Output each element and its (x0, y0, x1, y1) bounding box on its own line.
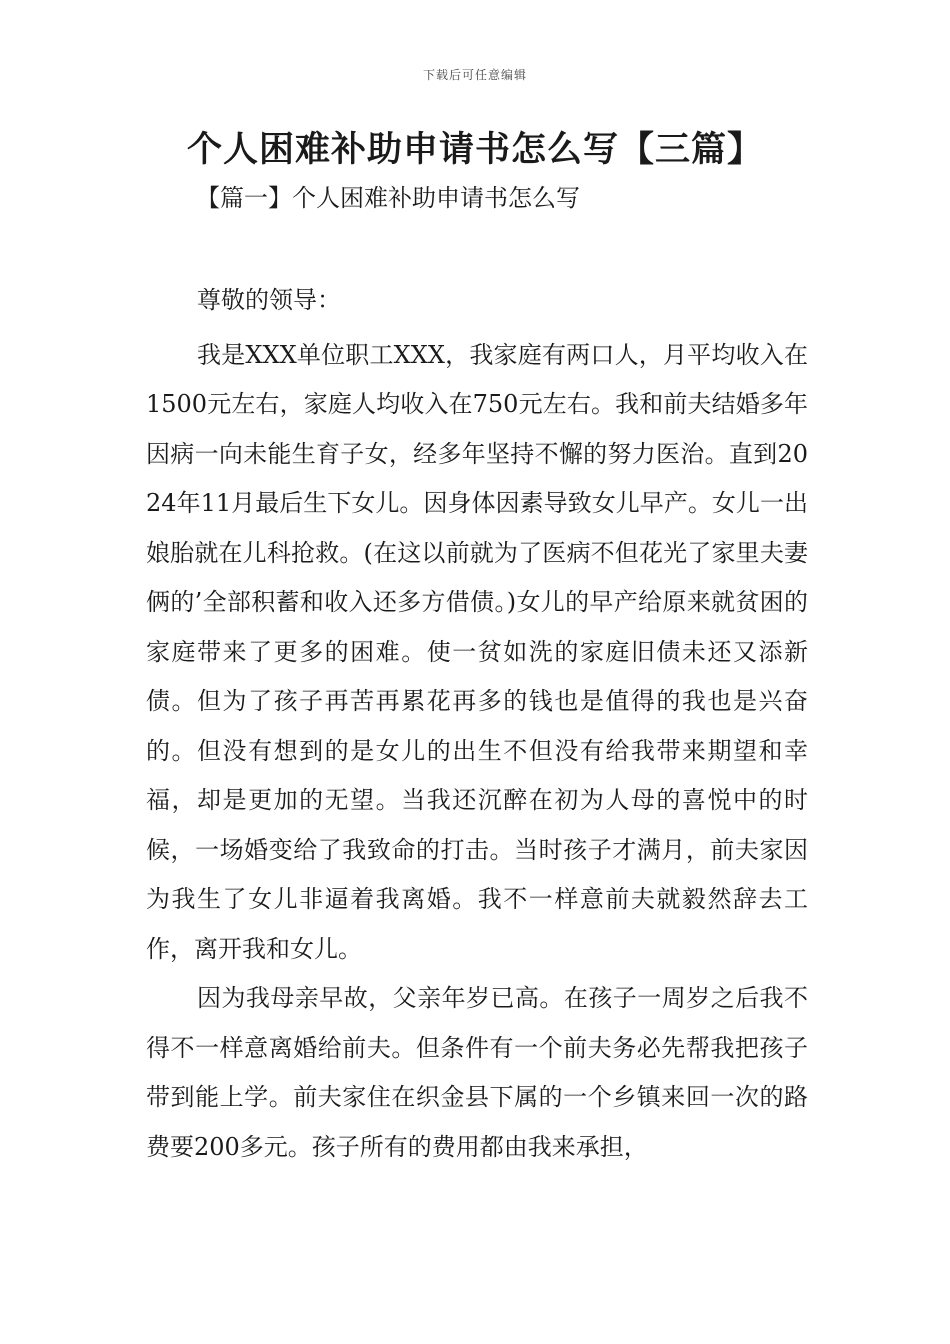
section-title: 【篇一】个人困难补助申请书怎么写 (196, 184, 580, 212)
paragraph-2: 因为我母亲早故，父亲年岁已高。在孩子一周岁之后我不得不一样意离婚给前夫。但条件有一个前夫务必先帮我把孩子带到能上学。前夫家住在织金县下属的一个乡镇来回一次的路费要200多元。孩子所有的费用都由我来承担， (146, 984, 808, 1161)
document-title: 个人困难补助申请书怎么写【三篇】 (186, 129, 763, 170)
salutation: 尊敬的领导： (197, 286, 341, 314)
header-note: 下载后可任意编辑 (422, 68, 527, 82)
letter-body (146, 276, 808, 1172)
paragraph-1: 我是XXX单位职工XXX，我家庭有两口人，月平均收入在1500元左右，家庭人均收入在750元左右。我和前夫结婚多年因病一向未能生育子女，经多年坚持不懈的努力医治。直到2024年11月最后生下女儿。因身体因素导致女儿早产。女儿一出娘胎就在儿科抢救。(在这以前就为了医病不但花光了家里夫妻俩的’全部积蓄和收入还多方借债。)女儿的早产给原来就贫困的家庭带来了更多的困难。使一贫如洗的家庭旧债未还又添新债。但为了孩子再苦再累花再多的钱也是值得的我也是兴奋的。但没有想到的是女儿的出生不但没有给我带来期望和幸福，却是更加的无望。当我还沉醉在初为人母的喜悦中的时候，一场婚变给了我致命的打击。当时孩子才满月，前夫家因为我生了女儿非逼着我离婚。我不一样意前夫就毅然辞去工作，离开我和女儿。 (146, 340, 808, 963)
